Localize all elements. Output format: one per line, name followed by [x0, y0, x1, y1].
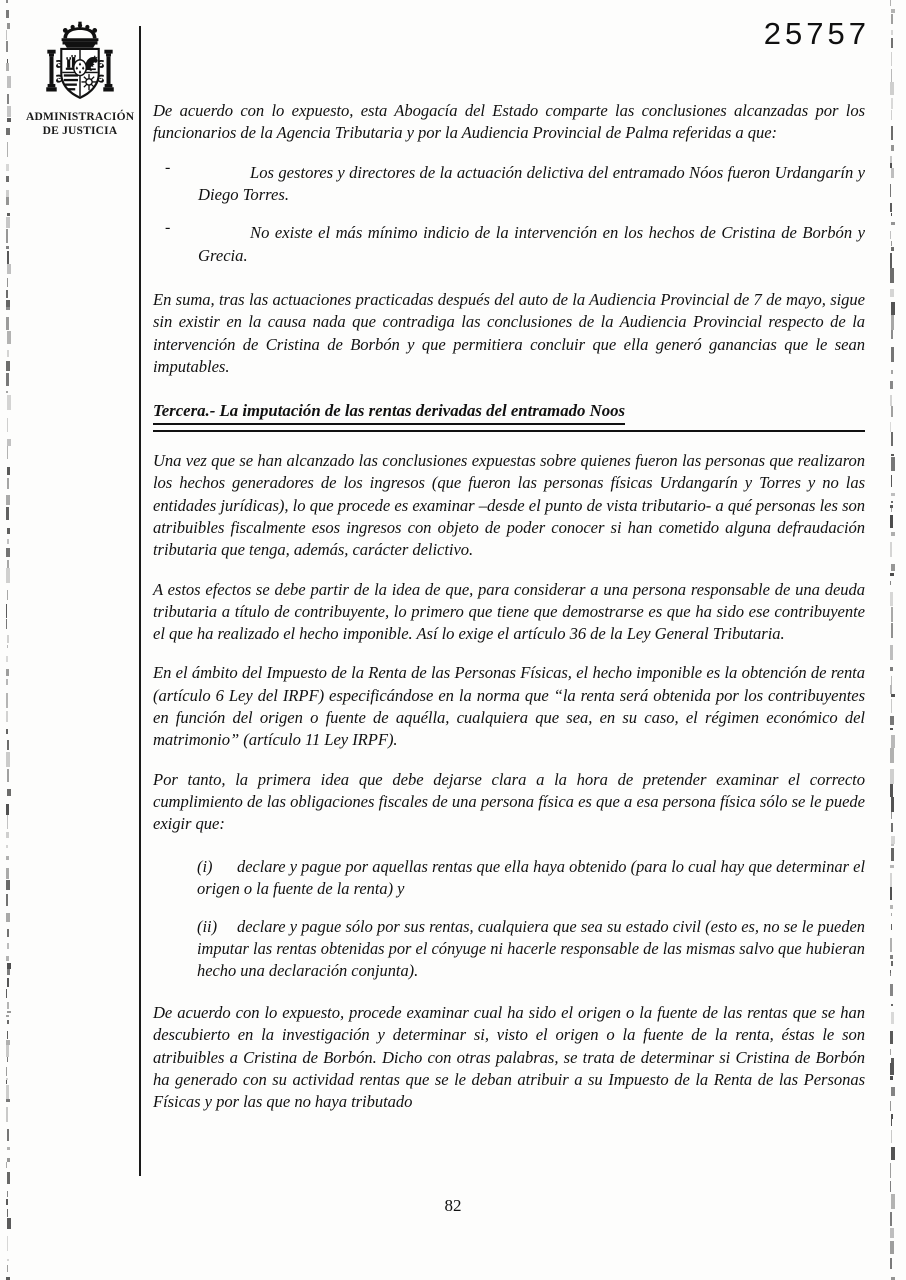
document-body	[153, 100, 865, 1131]
paragraph-por-tanto: Por tanto, la primera idea que debe dejarse clara a la hora de pretender examinar el correcto cumplimiento de las obligaciones fiscales de una persona física es que a esa persona física sólo se le puede exigir que:	[153, 769, 865, 834]
roman-text: declare y pague por aquellas rentas que ella haya obtenido (para lo cual hay que determinar el origen o la fuente de la renta) y	[197, 856, 865, 898]
bullet-text	[198, 162, 865, 207]
scan-artifact-left-edge	[6, 0, 11, 1280]
paragraph-en-suma: En suma, tras las actuaciones practicadas después del auto de la Audiencia Provincial de 7 de mayo, sigue sin existir en la causa nada que contradiga las conclusiones de la Audiencia Provincial respecto de la intervención de Cristina de Borbón y que permitiera concluir que ella generó ganancias que le sean imputables.	[153, 289, 865, 376]
letterhead	[26, 18, 134, 139]
paragraph-ambito-irpf: En el ámbito del Impuesto de la Renta de las Personas Físicas, el hecho imponible es la obtención de renta (artículo 6 Ley del IRPF) especificándose en la norma que “la renta será obtenida por los contribuyentes en función del origen o fuente de aquélla, cualquiera que sea, en su caso, el régimen económico del matrimonio” (artículo 11 Ley IRPF).	[153, 663, 865, 750]
letterhead-line-2: DE JUSTICIA	[42, 125, 118, 138]
roman-marker: (i)	[197, 856, 213, 876]
list-item	[153, 916, 865, 982]
letterhead-line-1: ADMINISTRACIÓN	[26, 111, 135, 123]
folio-stamp-number: 25757	[763, 16, 870, 51]
bullet-text-value: Los gestores y directores de la actuación delictiva del entramado Nóos fueron Urdangarín y Diego Torres.	[198, 162, 865, 204]
paragraph-a-estos-efectos: A estos efectos se debe partir de la idea de que, para considerar a una persona responsable de una deuda tributaria a título de contribuyente, lo primero que tiene que demostrarse es que ha sido ese contribuyente el que ha realizado el hecho imponible. Así lo exige el artículo 36 de la Ley General Tributaria.	[153, 579, 865, 644]
footer-page-number: 82	[444, 1196, 462, 1215]
section-heading-block	[153, 400, 865, 432]
vertical-margin-rule	[139, 26, 141, 1176]
paragraph-intro: De acuerdo con lo expuesto, esta Abogacía del Estado comparte las conclusiones alcanzadas por los funcionarios de la Agencia Tributaria y por la Audiencia Provincial de Palma referidas a que:	[153, 101, 865, 143]
roman-text: declare y pague sólo por sus rentas, cualquiera que sea su estado civil (esto es, no se le pueden imputar las rentas obtenidas por el cónyuge ni hacerle responsable de las mismas salvo que hubieran hecho una declaración conjunta).	[197, 916, 865, 980]
bullet-dash-icon: -	[165, 158, 171, 176]
bullet-text-value: No existe el más mínimo indicio de la intervención en los hechos de Cristina de Borbón y Grecia.	[198, 223, 865, 265]
roman-marker: (ii)	[197, 916, 218, 936]
section-heading-text: Tercera.- La imputación de las rentas derivadas del entramado Noos	[153, 400, 625, 425]
list-item	[153, 158, 865, 207]
spanish-coat-of-arms-icon	[34, 18, 126, 110]
section-heading-rule	[153, 430, 865, 432]
list-item	[153, 219, 865, 267]
list-item	[153, 856, 865, 900]
bullet-text	[198, 222, 865, 267]
scan-artifact-right-edge	[890, 0, 895, 1280]
paragraph-una-vez: Una vez que se han alcanzado las conclusiones expuestas sobre quienes fueron las personas que realizaron los hechos generadores de los ingresos (que fueron las personas físicas Urdangarín y Torres y no las entidades jurídicas), lo que procede es examinar –desde el punto de vista tributario- a qué personas les son atribuibles fiscalmente esos ingresos con objeto de poder conocer si han cometido alguna defraudación tributaria que tenga, además, carácter delictivo.	[153, 450, 865, 560]
bullet-dash-icon: -	[165, 219, 171, 237]
paragraph-conclusion: De acuerdo con lo expuesto, procede examinar cual ha sido el origen o la fuente de las rentas que se han descubierto en la investigación y determinar si, visto el origen o la fuente de la renta, éstas le son atribuibles a Cristina de Borbón. Dicho con otras palabras, se trata de determinar si Cristina de Borbón ha generado con su actividad rentas que se le deban atribuir a su Impuesto de la Renta de las Personas Físicas y por las que no haya tributado	[153, 1002, 865, 1112]
